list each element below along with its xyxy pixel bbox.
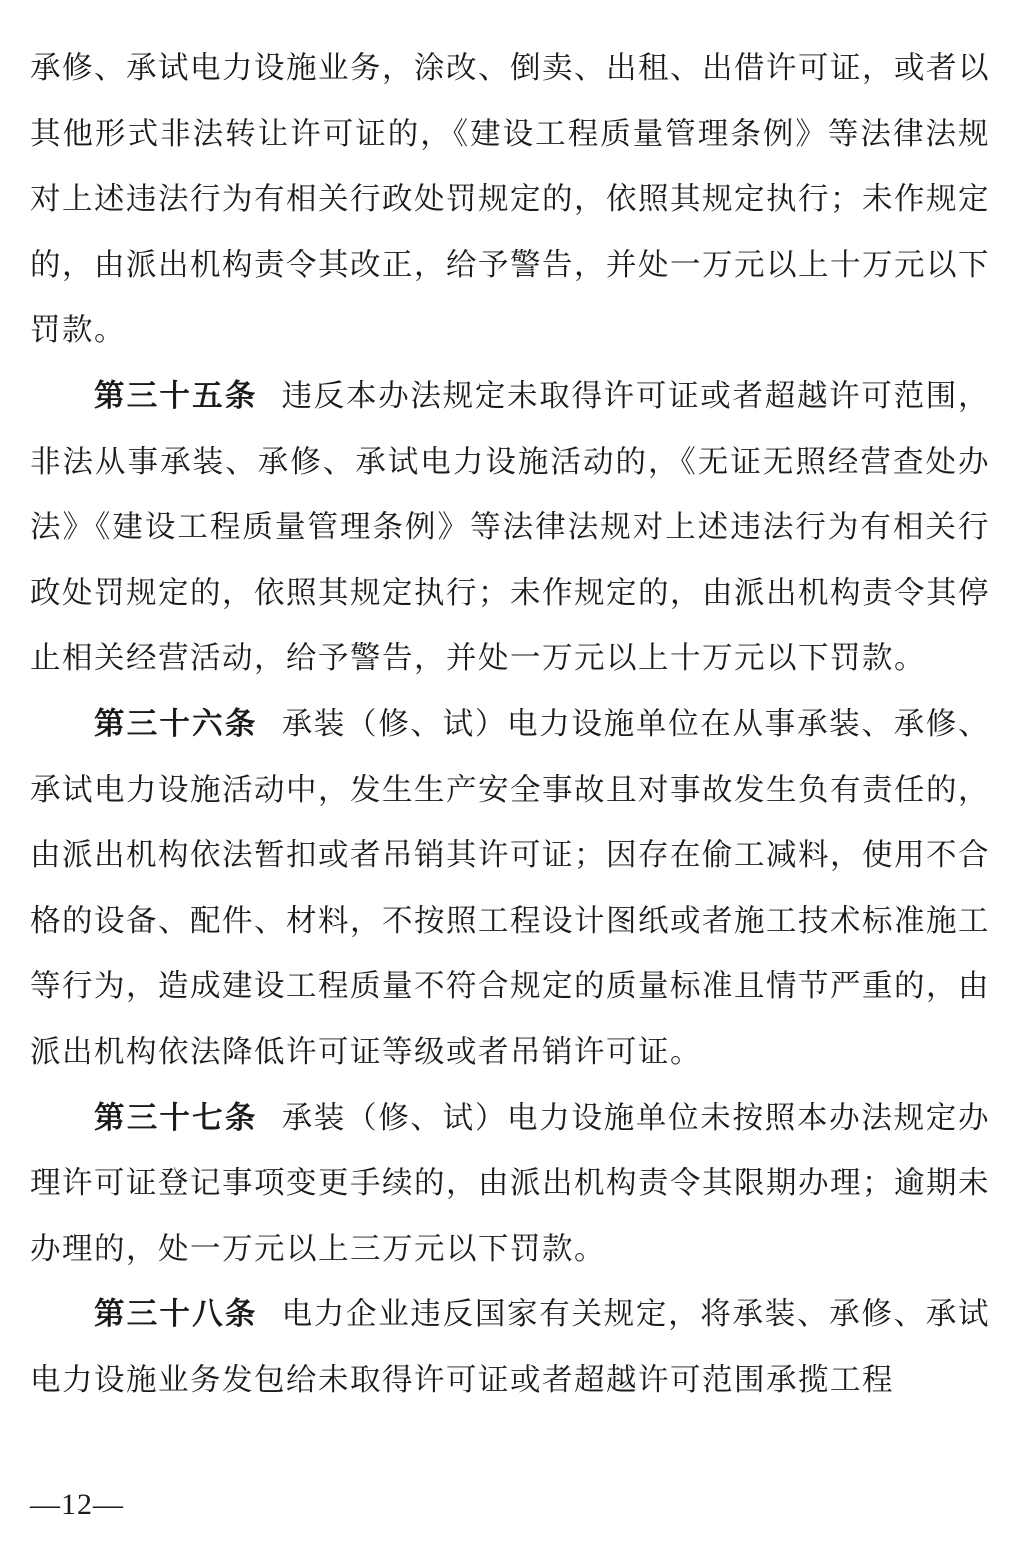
article-heading: 第三十六条 <box>94 706 258 742</box>
article-heading: 第三十五条 <box>94 378 258 414</box>
paragraph-continuation <box>30 36 990 364</box>
document-body <box>30 36 990 1413</box>
page-number: —12— <box>30 1488 124 1521</box>
paragraph-text: 承装（修、试）电力设施单位在从事承装、承修、承试电力设施活动中，发生生产安全事故且对事故发生负有责任的，由派出机构依法暂扣或者吊销其许可证；因存在偷工减料，使用不合格的设备、配件、材料，不按照工程设计图纸或者施工技术标准施工等行为，造成建设工程质量不符合规定的质量标准且情节严重的，由派出机构依法降低许可证等级或者吊销许可证。 <box>30 706 991 1070</box>
article-heading: 第三十八条 <box>94 1297 258 1333</box>
article-heading: 第三十七条 <box>94 1100 258 1136</box>
article-38 <box>30 1282 990 1413</box>
article-36 <box>30 692 990 1086</box>
paragraph-text: 电力企业违反国家有关规定，将承装、承修、承试电力设施业务发包给未取得许可证或者超越许可范围承揽工程 <box>30 1297 991 1398</box>
article-35 <box>30 364 990 692</box>
paragraph-text: 承修、承试电力设施业务，涂改、倒卖、出租、出借许可证，或者以其他形式非法转让许可证的，《建设工程质量管理条例》等法律法规对上述违法行为有相关行政处罚规定的，依照其规定执行；未作规定的，由派出机构责令其改正，给予警告，并处一万元以上十万元以下罚款。 <box>30 51 990 349</box>
paragraph-text: 承装（修、试）电力设施单位未按照本办法规定办理许可证登记事项变更手续的，由派出机构责令其限期办理；逾期未办理的，处一万元以上三万元以下罚款。 <box>30 1100 991 1267</box>
paragraph-text: 违反本办法规定未取得许可证或者超越许可范围，非法从事承装、承修、承试电力设施活动的，《无证无照经营查处办法》《建设工程质量管理条例》等法律法规对上述违法行为有相关行政处罚规定的，依照其规定执行；未作规定的，由派出机构责令其停止相关经营活动，给予警告，并处一万元以上十万元以下罚款。 <box>30 378 991 677</box>
article-37 <box>30 1086 990 1283</box>
